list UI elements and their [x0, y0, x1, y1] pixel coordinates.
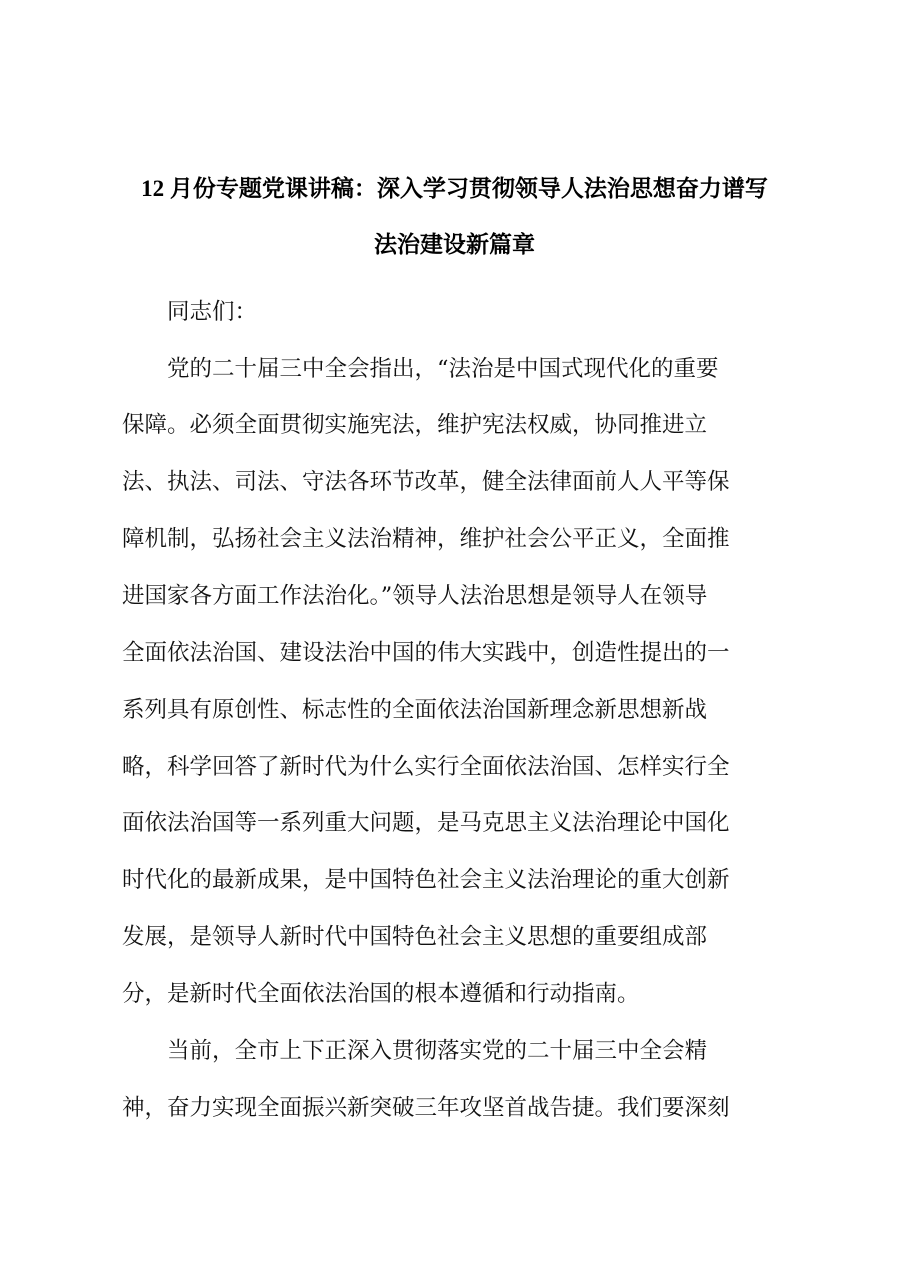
- body-line: 党的二十届三中全会指出，“法治是中国式现代化的重要: [167, 356, 719, 382]
- salutation: 同志们：: [167, 299, 258, 325]
- body-line: 时代化的最新成果，是中国特色社会主义法治理论的重大创新: [122, 867, 730, 893]
- body-line: 障机制，弘扬社会主义法治精神，维护社会公平正义，全面推: [122, 526, 730, 552]
- body-line: 系列具有原创性、标志性的全面依法治国新理念新思想新战: [122, 697, 708, 723]
- document-title-line-1: 12 月份专题党课讲稿：深入学习贯彻领导人法治思想奋力谱写: [141, 176, 768, 201]
- body-line: 分，是新时代全面依法治国的根本遵循和行动指南。: [122, 981, 640, 1007]
- body-line: 发展，是领导人新时代中国特色社会主义思想的重要组成部: [122, 924, 708, 950]
- body-line: 法、执法、司法、守法各环节改革，健全法律面前人人平等保: [122, 469, 730, 495]
- body-line: 当前，全市上下正深入贯彻落实党的二十届三中全会精: [167, 1038, 708, 1064]
- body-line: 神，奋力实现全面振兴新突破三年攻坚首战告捷。我们要深刻: [122, 1095, 730, 1121]
- body-line: 略，科学回答了新时代为什么实行全面依法治国、怎样实行全: [122, 754, 730, 780]
- body-line: 面依法治国等一系列重大问题，是马克思主义法治理论中国化: [122, 810, 730, 836]
- body-line: 进国家各方面工作法治化。”领导人法治思想是领导人在领导: [122, 583, 708, 609]
- document-title-line-2: 法治建设新篇章: [374, 232, 535, 257]
- body-line: 全面依法治国、建设法治中国的伟大实践中，创造性提出的一: [122, 640, 730, 666]
- body-line: 保障。必须全面贯彻实施宪法，维护宪法权威，协同推进立: [122, 412, 708, 438]
